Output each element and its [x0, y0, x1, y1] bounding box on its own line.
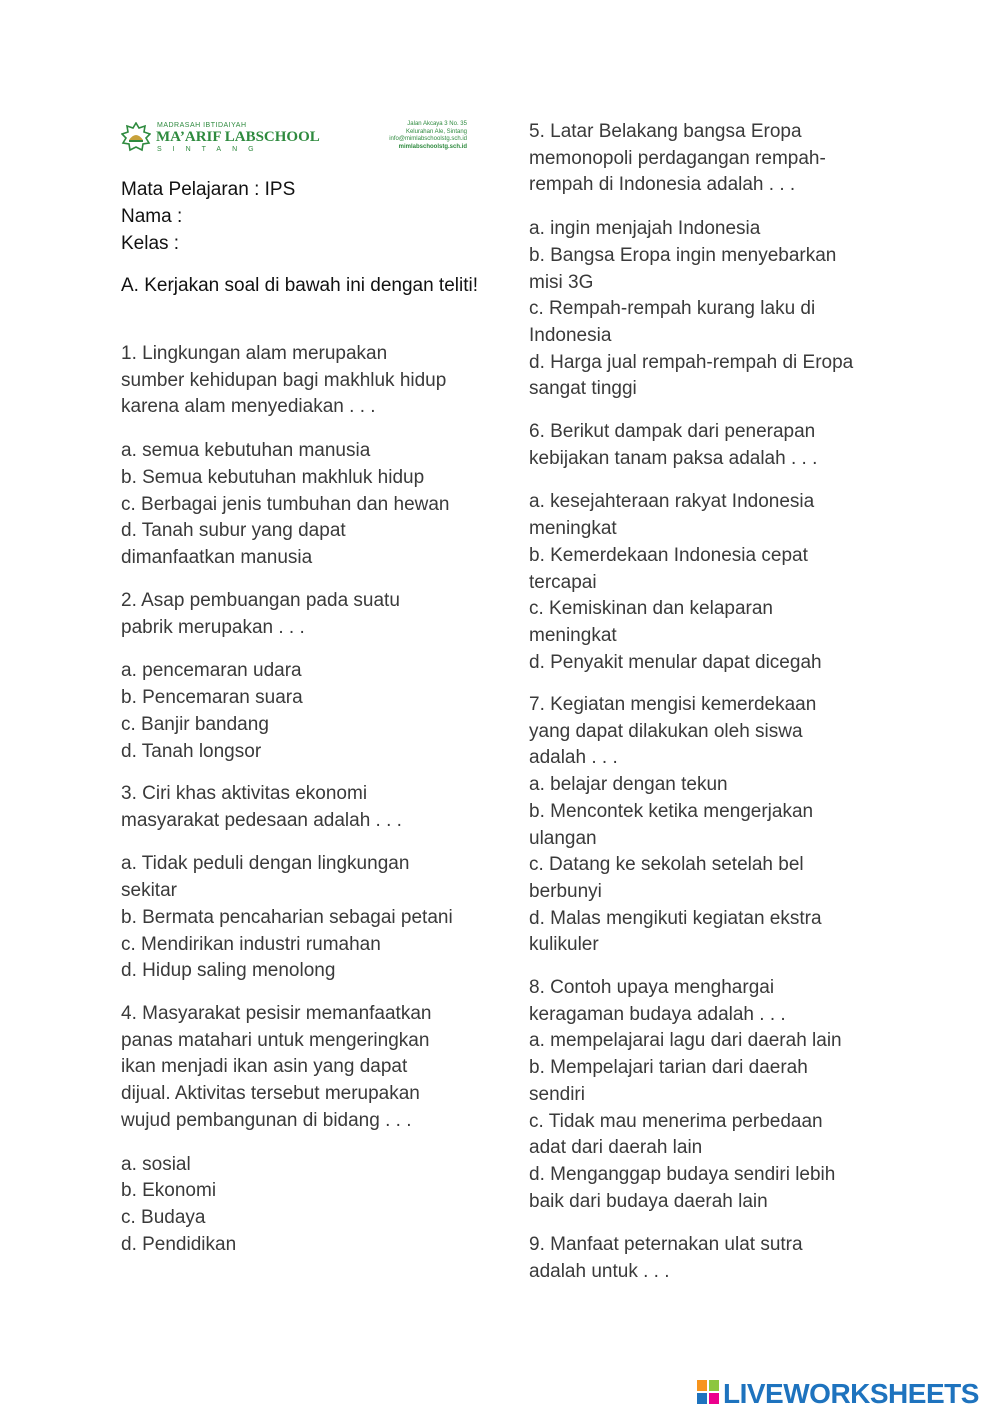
answer-options	[529, 216, 853, 403]
stem-line: 6. Berikut dampak dari penerapan	[529, 421, 816, 442]
answer-option: meningkat	[529, 518, 617, 540]
answer-option: d. Menganggap budaya sendiri lebih	[529, 1163, 836, 1185]
question-2	[121, 588, 400, 765]
question-9	[529, 1232, 803, 1285]
answer-option: Indonesia	[529, 324, 612, 346]
answer-option: d. Tanah subur yang dapat	[121, 520, 346, 542]
school-letterhead	[121, 118, 471, 158]
answer-option: d. Harga jual rempah-rempah di Eropa	[529, 351, 854, 373]
stem-line: dijual. Aktivitas tersebut merupakan	[121, 1083, 420, 1105]
answer-options	[529, 1028, 842, 1215]
stem-line: 3. Ciri khas aktivitas ekonomi	[121, 783, 368, 804]
stem-line: adalah . . .	[529, 747, 618, 769]
question-stem	[529, 119, 853, 199]
instruction: A. Kerjakan soal di bawah ini dengan teliti!	[121, 275, 479, 296]
answer-options	[121, 1152, 431, 1259]
stem-line: 1. Lingkungan alam merupakan	[121, 343, 388, 364]
question-stem	[121, 588, 400, 641]
answer-option: a. pencemaran udara	[121, 660, 302, 682]
liveworksheets-logo-icon	[697, 1380, 719, 1404]
answer-option: b. Semua kebutuhan makhluk hidup	[121, 466, 425, 488]
stem-line: pabrik merupakan . . .	[121, 616, 305, 638]
answer-option: c. Mendirikan industri rumahan	[121, 933, 381, 955]
answer-option: a. kesejahteraan rakyat Indonesia	[529, 491, 815, 513]
stem-line: 7. Kegiatan mengisi kemerdekaan	[529, 694, 817, 715]
stem-line: karena alam menyediakan . . .	[121, 396, 376, 418]
stem-line: panas matahari untuk mengeringkan	[121, 1029, 430, 1051]
student-info	[121, 176, 295, 257]
stem-line: 5. Latar Belakang bangsa Eropa	[529, 121, 802, 142]
address-line: Jalan Akcaya 3 No. 35	[407, 121, 467, 127]
answer-option: c. Rempah-rempah kurang laku di	[529, 298, 816, 320]
answer-option: d. Pendidikan	[121, 1233, 237, 1255]
answer-option: c. Banjir bandang	[121, 713, 269, 735]
question-5	[529, 119, 853, 403]
question-7	[529, 692, 822, 959]
school-website: mimlabschoolstg.sch.id	[398, 143, 467, 150]
answer-option: sangat tinggi	[529, 378, 637, 400]
answer-option: d. Hidup saling menolong	[121, 960, 336, 982]
answer-option: adat dari daerah lain	[529, 1137, 703, 1159]
answer-option: b. Bangsa Eropa ingin menyebarkan	[529, 244, 837, 266]
school-city: SINTANG	[157, 146, 265, 153]
question-3	[121, 781, 453, 985]
answer-option: ulangan	[529, 827, 597, 849]
question-stem	[529, 975, 842, 1028]
answer-options	[121, 851, 453, 985]
answer-option: b. Bermata pencaharian sebagai petani	[121, 906, 453, 928]
liveworksheets-text: LIVEWORKSHEETS	[723, 1378, 979, 1409]
question-4	[121, 1001, 431, 1258]
stem-line: masyarakat pedesaan adalah . . .	[121, 809, 402, 831]
answer-option: a. Tidak peduli dengan lingkungan	[121, 853, 410, 875]
stem-line: memonopoli perdagangan rempah-	[529, 147, 826, 169]
answer-options	[529, 772, 822, 959]
stem-line: wujud pembangunan di bidang . . .	[121, 1109, 412, 1131]
stem-line: keragaman budaya adalah . . .	[529, 1003, 786, 1025]
stem-line: yang dapat dilakukan oleh siswa	[529, 720, 803, 742]
answer-option: dimanfaatkan manusia	[121, 546, 313, 568]
answer-option: d. Malas mengikuti kegiatan ekstra	[529, 907, 822, 929]
answer-option: b. Pencemaran suara	[121, 687, 303, 709]
subject-label: Mata Pelajaran : IPS	[121, 179, 296, 200]
answer-option: b. Kemerdekaan Indonesia cepat	[529, 544, 808, 566]
stem-line: sumber kehidupan bagi makhluk hidup	[121, 369, 447, 391]
question-8	[529, 975, 842, 1215]
answer-option: a. mempelajarai lagu dari daerah lain	[529, 1030, 842, 1052]
answer-options	[529, 489, 822, 676]
class-label: Kelas :	[121, 233, 180, 254]
question-1	[121, 341, 450, 572]
stem-line: 2. Asap pembuangan pada suatu	[121, 590, 400, 611]
answer-option: berbunyi	[529, 880, 602, 902]
answer-options	[121, 658, 400, 765]
name-label: Nama :	[121, 206, 183, 227]
answer-option: sendiri	[529, 1083, 585, 1105]
question-stem	[121, 341, 450, 421]
address-line: Kelurahan Ale, Sintang	[405, 128, 467, 135]
answer-option: d. Penyakit menular dapat dicegah	[529, 651, 822, 673]
stem-line: 4. Masyarakat pesisir memanfaatkan	[121, 1003, 432, 1024]
answer-option: misi 3G	[529, 271, 594, 293]
answer-option: c. Datang ke sekolah setelah bel	[529, 854, 804, 876]
stem-line: ikan menjadi ikan asin yang dapat	[121, 1056, 408, 1078]
answer-option: sekitar	[121, 880, 177, 902]
answer-option: a. semua kebutuhan manusia	[121, 440, 371, 462]
stem-line: kebijakan tanam paksa adalah . . .	[529, 447, 818, 469]
answer-option: b. Ekonomi	[121, 1180, 217, 1202]
answer-option: meningkat	[529, 624, 617, 646]
answer-option: c. Budaya	[121, 1206, 206, 1228]
answer-option: b. Mencontek ketika mengerjakan	[529, 800, 814, 822]
question-stem	[121, 781, 453, 834]
school-address	[389, 121, 467, 151]
stem-line: adalah untuk . . .	[529, 1260, 670, 1282]
school-email: info@mimlabschoolstg.sch.id	[389, 136, 467, 142]
answer-option: c. Berbagai jenis tumbuhan dan hewan	[121, 493, 450, 515]
question-stem	[121, 1001, 431, 1135]
answer-option: a. ingin menjajah Indonesia	[529, 218, 761, 240]
question-stem	[529, 1232, 803, 1285]
stem-line: 9. Manfaat peternakan ulat sutra	[529, 1234, 803, 1255]
school-name: MA’ARIF LABSCHOOL	[156, 129, 320, 145]
stem-line: rempah di Indonesia adalah . . .	[529, 174, 796, 196]
stem-line: 8. Contoh upaya menghargai	[529, 977, 775, 998]
answer-option: d. Tanah longsor	[121, 740, 262, 762]
answer-option: c. Tidak mau menerima perbedaan	[529, 1110, 823, 1132]
answer-options	[121, 438, 450, 572]
answer-option: kulikuler	[529, 934, 599, 956]
answer-option: baik dari budaya daerah lain	[529, 1190, 768, 1212]
school-logo-icon	[121, 122, 151, 152]
school-type: MADRASAH IBTIDAIYAH	[157, 122, 247, 129]
answer-option: b. Mempelajari tarian dari daerah	[529, 1057, 808, 1079]
answer-option: tercapai	[529, 571, 597, 593]
answer-option: c. Kemiskinan dan kelaparan	[529, 598, 773, 620]
question-stem	[529, 419, 822, 472]
question-stem	[529, 692, 822, 772]
answer-option: a. sosial	[121, 1153, 191, 1175]
answer-option: a. belajar dengan tekun	[529, 774, 728, 796]
question-6	[529, 419, 822, 676]
